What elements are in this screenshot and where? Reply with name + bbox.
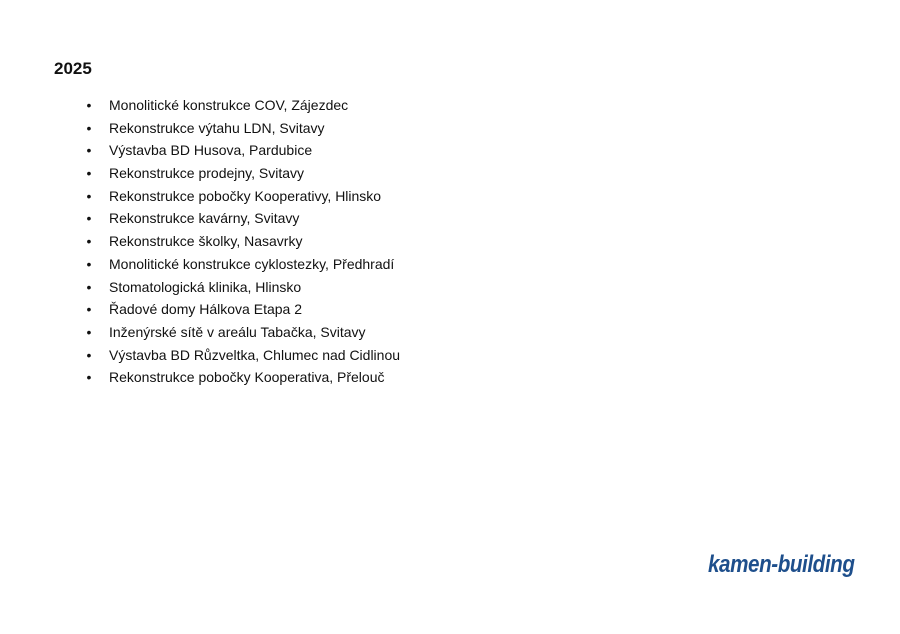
bullet-icon: •: [86, 323, 92, 340]
list-item: [0, 185, 400, 208]
year-heading: 2025: [54, 59, 92, 78]
bullet-icon: •: [86, 142, 92, 159]
bullet-icon: •: [86, 346, 92, 363]
project-name: Rekonstrukce pobočky Kooperativa, Přelouč: [109, 369, 385, 386]
bullet-icon: •: [86, 97, 92, 113]
list-item: [0, 298, 400, 321]
bullet-icon: •: [86, 278, 92, 295]
bullet-icon: •: [86, 233, 92, 250]
project-name: Monolitické konstrukce cyklostezky, Předhradí: [109, 255, 395, 272]
bullet-icon: •: [86, 255, 92, 272]
list-item: [0, 117, 400, 140]
bullet-icon: •: [86, 187, 92, 204]
project-name: Řadové domy Hálkova Etapa 2: [109, 301, 302, 318]
list-item: [0, 276, 400, 299]
project-name: Monolitické konstrukce COV, Zájezdec: [109, 97, 349, 113]
company-logo: kamen-building: [708, 551, 855, 578]
bullet-icon: •: [86, 119, 92, 136]
list-item: [0, 344, 400, 367]
bullet-icon: •: [86, 369, 92, 386]
project-name: Stomatologická klinika, Hlinsko: [109, 278, 302, 295]
project-name: Rekonstrukce prodejny, Svitavy: [109, 165, 305, 182]
project-name: Inženýrské sítě v areálu Tabačka, Svitavy: [109, 323, 366, 340]
project-name: Rekonstrukce kavárny, Svitavy: [109, 210, 300, 227]
list-item: [0, 94, 400, 117]
project-list: [0, 94, 400, 389]
project-name: Rekonstrukce pobočky Kooperativy, Hlinsko: [109, 187, 382, 204]
bullet-icon: •: [86, 165, 92, 182]
project-name: Výstavba BD Husova, Pardubice: [109, 142, 313, 159]
project-name: Rekonstrukce výtahu LDN, Svitavy: [109, 119, 325, 136]
list-item: [0, 366, 400, 389]
list-item: [0, 139, 400, 162]
project-name: Rekonstrukce školky, Nasavrky: [109, 233, 303, 250]
list-item: [0, 321, 400, 344]
project-name: Výstavba BD Růzveltka, Chlumec nad Cidlinou: [109, 346, 401, 363]
list-item: [0, 253, 400, 276]
list-item: [0, 230, 400, 253]
list-item: [0, 162, 400, 185]
list-item: [0, 207, 400, 230]
bullet-icon: •: [86, 301, 92, 318]
bullet-icon: •: [86, 210, 92, 227]
